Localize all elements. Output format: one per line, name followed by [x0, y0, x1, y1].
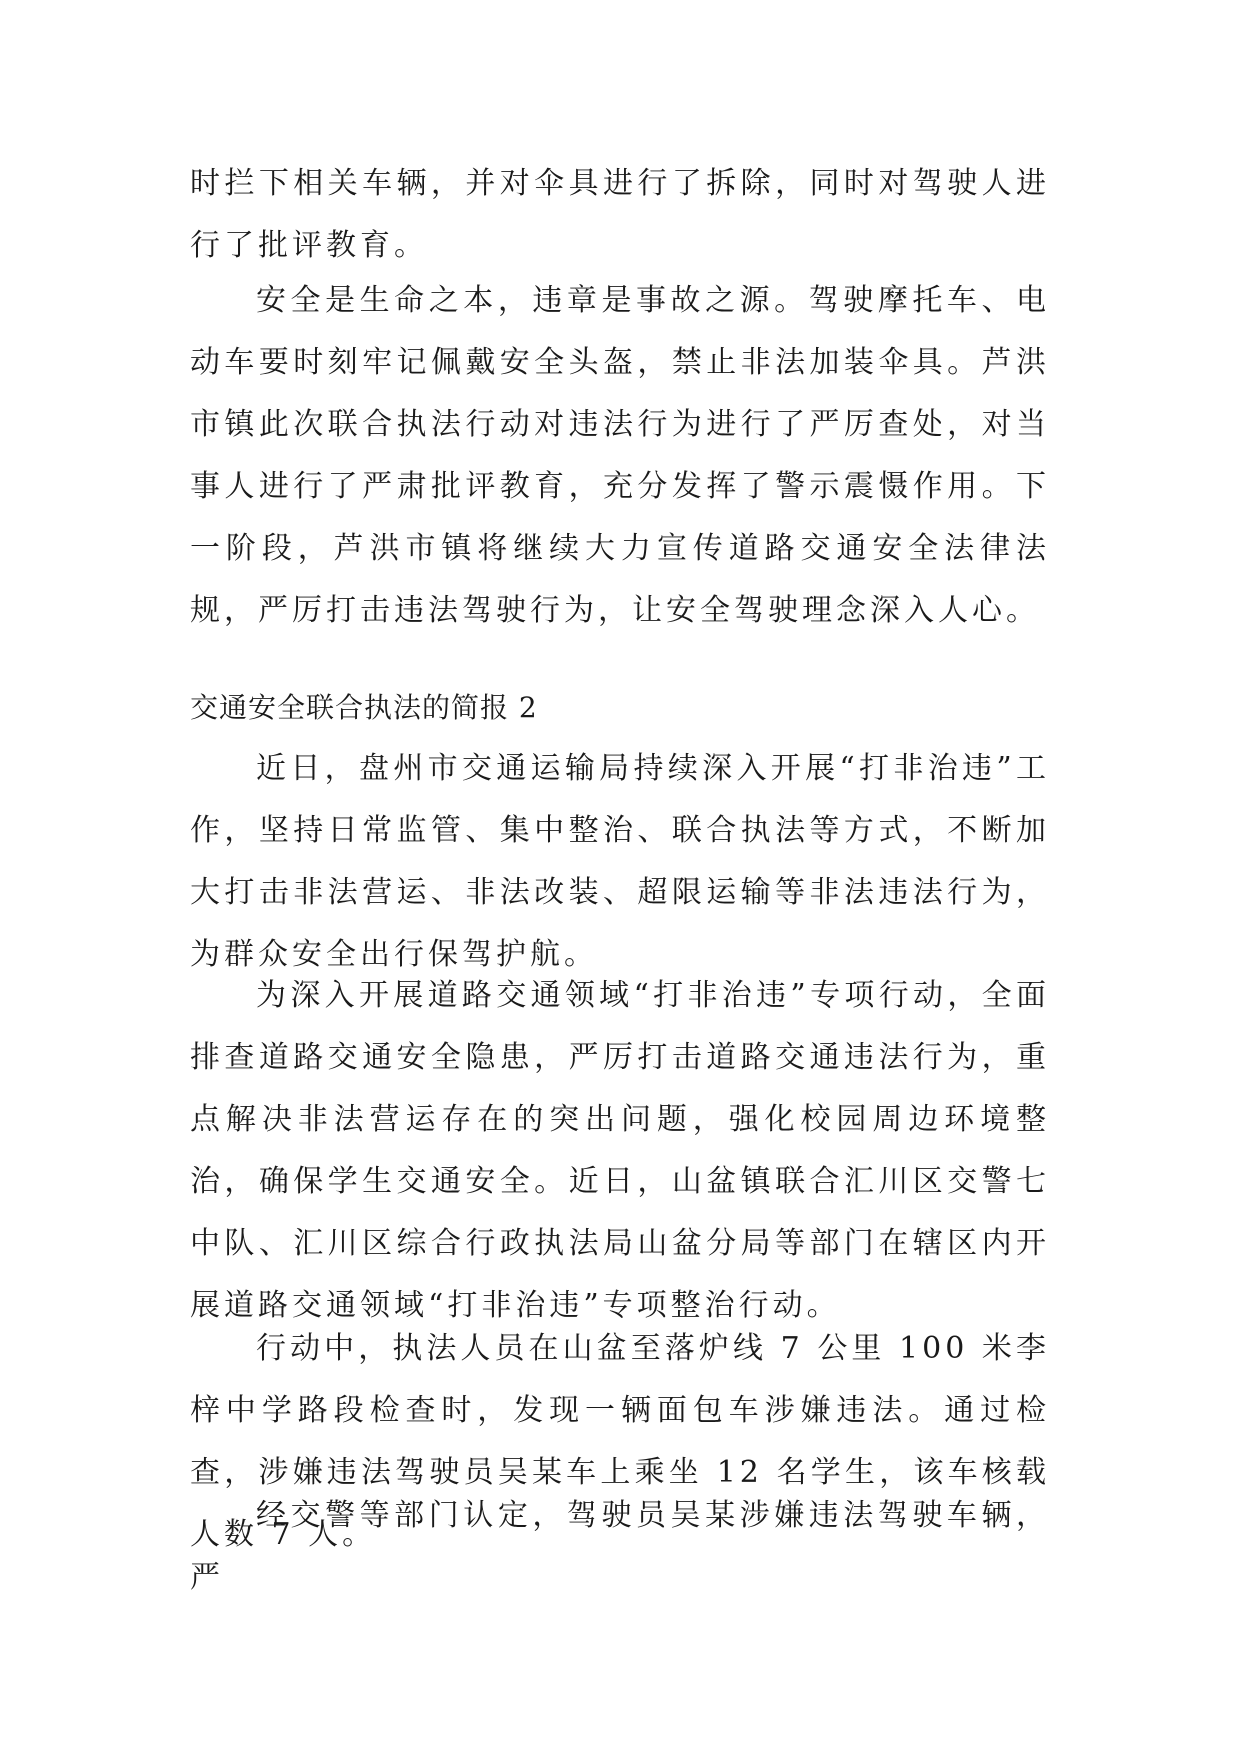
paragraph-text: 经交警等部门认定，驾驶员吴某涉嫌违法驾驶车辆，严 — [190, 1498, 1050, 1595]
paragraph-text: 行动中，执法人员在山盆至落炉线 7 公里 100 米李梓中学路段检查时，发现一辆面包车涉嫌违法。通过检查，涉嫌违法驾驶员吴某车上乘坐 12 名学生，该车核载人数 7 人。 — [190, 1331, 1050, 1552]
paragraph-text: 安全是生命之本，违章是事故之源。驾驶摩托车、电动车要时刻牢记佩戴安全头盔，禁止非法加装伞具。芦洪市镇此次联合执法行动对违法行为进行了严厉查处，对当事人进行了严肃批评教育，充分发挥了警示震慑作用。下一阶段，芦洪市镇将继续大力宣传道路交通安全法律法规，严厉打击违法驾驶行为，让安全驾驶理念深入人心。 — [190, 283, 1050, 628]
paragraph-text: 为深入开展道路交通领域“打非治违”专项行动，全面排查道路交通安全隐患，严厉打击道路交通违法行为，重点解决非法营运存在的突出问题，强化校园周边环境整治，确保学生交通安全。近日，山盆镇联合汇川区交警七中队、汇川区综合行政执法局山盆分局等部门在辖区内开展道路交通领域“打非治违”专项整治行动。 — [190, 978, 1050, 1323]
paragraph-determination — [190, 1485, 1050, 1609]
paragraph-campaign — [190, 965, 1050, 1337]
paragraph-text: 近日，盘州市交通运输局持续深入开展“打非治违”工作，坚持日常监管、集中整治、联合执法等方式，不断加大打击非法营运、非法改装、超限运输等非法违法行为，为群众安全出行保驾护航。 — [190, 751, 1050, 972]
paragraph-text: 时拦下相关车辆，并对伞具进行了拆除，同时对驾驶人进行了批评教育。 — [190, 166, 1050, 263]
paragraph-intro — [190, 738, 1050, 986]
section-heading: 交通安全联合执法的简报 2 — [190, 691, 538, 724]
paragraph-safety — [190, 270, 1050, 642]
paragraph-continuation — [190, 153, 1050, 277]
